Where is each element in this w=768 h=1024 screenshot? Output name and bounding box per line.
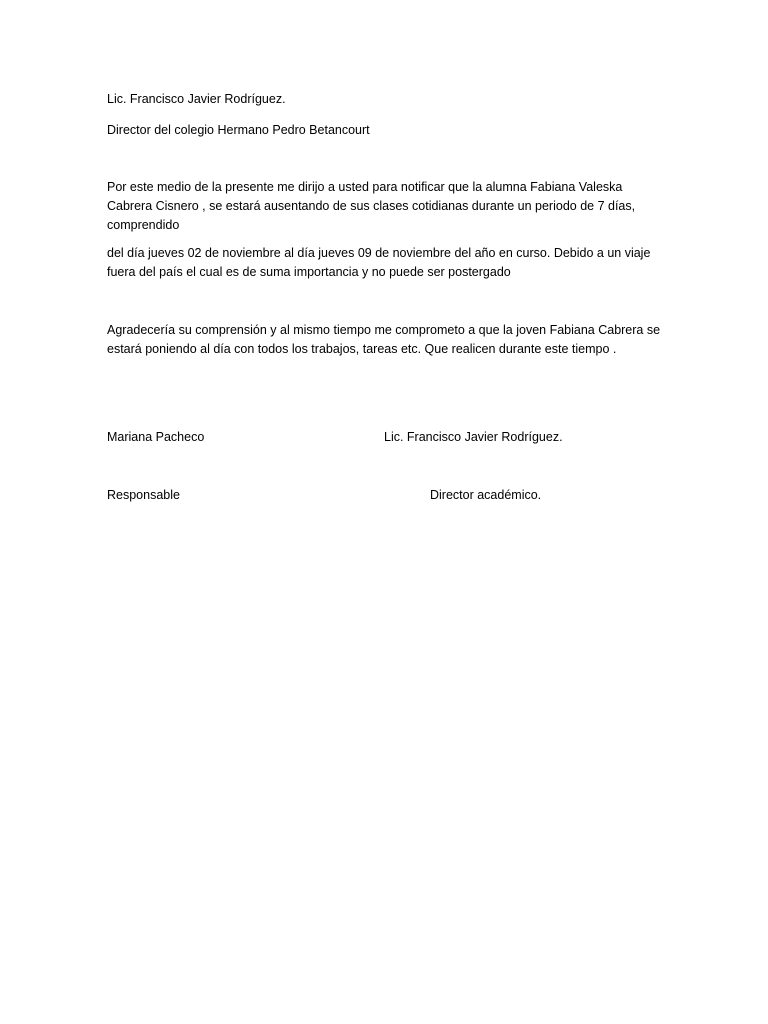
paragraph-notification: [107, 178, 677, 235]
paragraph-line: estará poniendo al día con todos los trabajos, tareas etc. Que realicen durante este tiempo .: [107, 342, 617, 356]
recipient-name: Lic. Francisco Javier Rodríguez.: [107, 92, 286, 106]
signature-right-name: Lic. Francisco Javier Rodríguez.: [384, 430, 563, 444]
paragraph-line: comprendido: [107, 218, 180, 232]
paragraph-line: Por este medio de la presente me dirijo a usted para notificar que la alumna Fabiana Valeska: [107, 180, 623, 194]
paragraph-dates: [107, 244, 677, 282]
paragraph-line: Cabrera Cisnero , se estará ausentando de sus clases cotidianas durante un periodo de 7 días,: [107, 199, 636, 213]
signature-left-name: Mariana Pacheco: [107, 430, 205, 444]
signature-right-role: Director académico.: [430, 488, 542, 502]
paragraph-line: del día jueves 02 de noviembre al día jueves 09 de noviembre del año en curso. Debido a un viaje: [107, 246, 651, 260]
paragraph-line: Agradecería su comprensión y al mismo tiempo me comprometo a que la joven Fabiana Cabrera se: [107, 323, 661, 337]
paragraph-line: fuera del país el cual es de suma importancia y no puede ser postergado: [107, 265, 511, 279]
signature-left-role: Responsable: [107, 488, 180, 502]
paragraph-commitment: [107, 321, 677, 359]
recipient-title: Director del colegio Hermano Pedro Betancourt: [107, 123, 370, 137]
